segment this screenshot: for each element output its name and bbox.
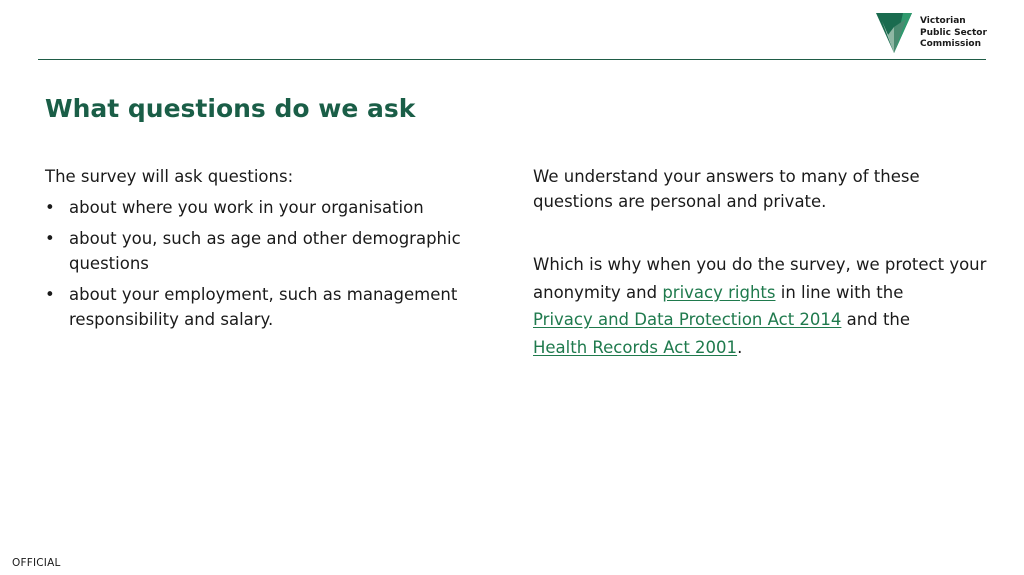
logo-wordmark <box>920 16 987 51</box>
list-item <box>45 226 475 276</box>
list-item-text: about you, such as age and other demographic questions <box>69 229 461 273</box>
left-intro: The survey will ask questions: <box>45 167 294 186</box>
para2-text-end: . <box>737 337 743 357</box>
question-list <box>45 195 475 332</box>
bullet-icon: • <box>45 285 55 304</box>
bullet-icon: • <box>45 198 55 217</box>
list-item <box>45 195 475 220</box>
protection-paragraph <box>533 251 993 361</box>
list-item-text: about your employment, such as management responsibility and salary. <box>69 285 458 329</box>
right-column <box>533 164 993 361</box>
para2-text-and: and the <box>841 310 911 329</box>
security-classification: OFFICIAL <box>12 557 61 569</box>
bullet-icon: • <box>45 229 55 248</box>
list-item <box>45 282 475 332</box>
para2-text-mid: in line with the <box>775 282 904 302</box>
vpsc-chevron-icon <box>876 13 912 53</box>
privacy-rights-link[interactable]: privacy rights <box>662 282 776 302</box>
vpsc-logo <box>876 13 987 53</box>
logo-line-2: Public Sector <box>920 27 987 38</box>
pdpa-link[interactable]: Privacy and Data Protection Act 2014 <box>533 310 842 329</box>
health-records-act-link[interactable]: Health Records Act 2001 <box>533 337 738 357</box>
header-divider <box>38 59 986 60</box>
list-item-text: about where you work in your organisation <box>69 198 424 217</box>
logo-line-3: Commission <box>920 39 982 49</box>
page-title: What questions do we ask <box>45 94 416 123</box>
para2-text-start: Which is why when you do the survey, we protect your anonymity and <box>533 255 987 302</box>
logo-line-1: Victorian <box>920 16 966 26</box>
privacy-paragraph: We understand your answers to many of these questions are personal and private. <box>533 167 920 211</box>
left-column <box>45 164 475 338</box>
